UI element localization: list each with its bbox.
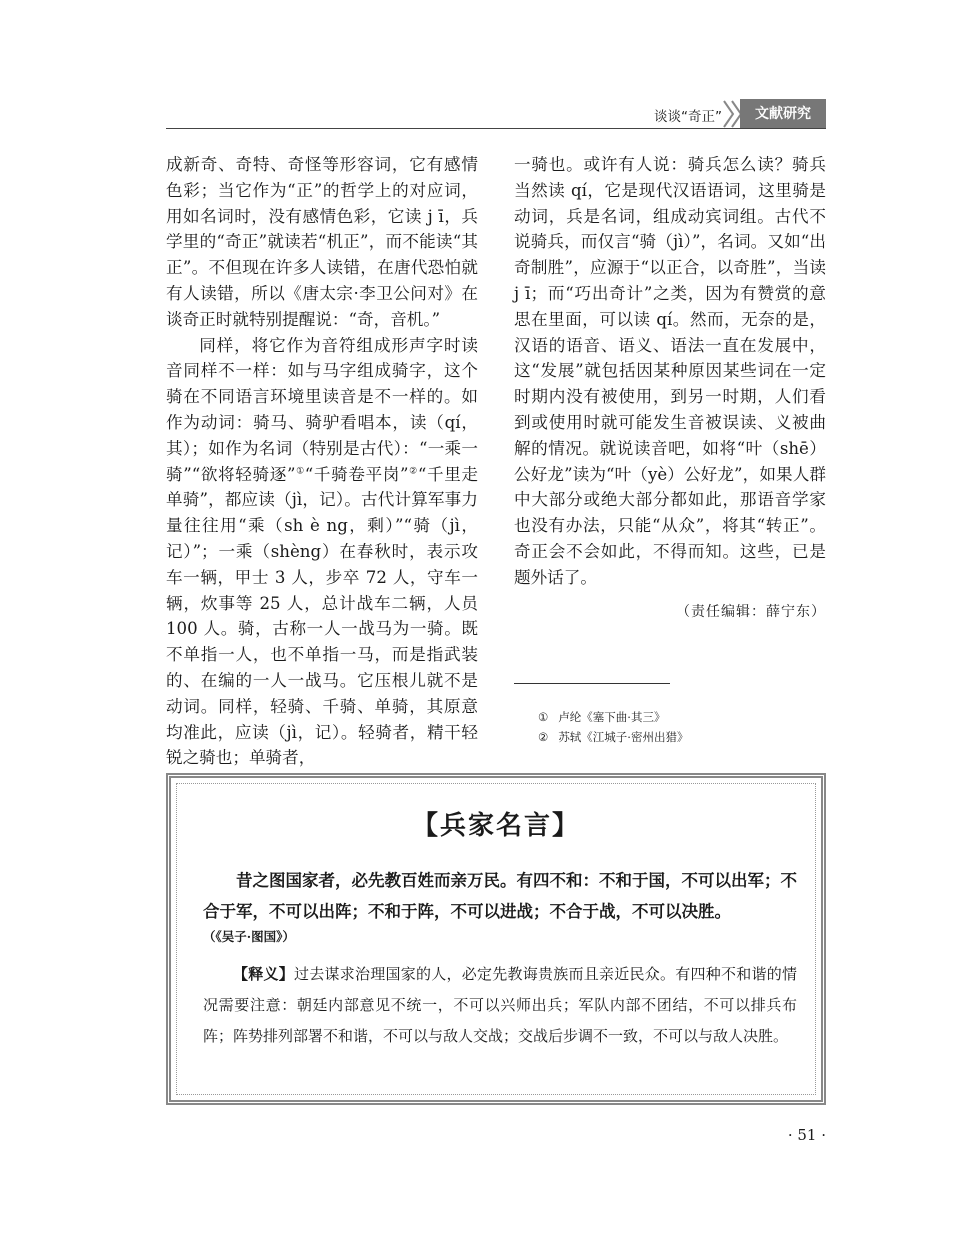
quote-source: （《吴子·图国》） — [203, 929, 295, 944]
running-header-title: 谈谈“奇正” — [654, 109, 722, 125]
footnote-text: 卢纶《塞下曲·其三》 — [558, 710, 666, 724]
right-paragraph-1: 一骑也。或许有人说：骑兵怎么读？骑兵当然读 qí，它是现代汉语语词，这里骑是动词，兵是名词，组成动宾词组。古代不说骑兵，而仅言“骑（jì）”，名词。又如“出奇制胜”，应源于“以正合，以奇胜”，当读 j ī；而“巧出奇计”之类，因为有赞赏的意思在里面，可以读 qí。然而，无奈的是，汉语的语音、语义、语法一直在发展中，这“发展”就包括因某种原因某些词在一定时期内没有被使用，到另一时期，人们看到或使用时就可能发生音被误读、义被曲解的情况。就说读音吧，如将“叶（shē）公好龙”读为“叶（yè）公好龙”，如果人群中大部分或绝大部分都如此，那语音学家也没有办法，只能“从众”，将其“转正”。奇正会不会如此，不得而知。这些，已是题外话了。 — [514, 155, 826, 587]
left-paragraph-1: 成新奇、奇特、奇怪等形容词，它有感情色彩；当它作为“正”的哲学上的对应词，用如名词时，没有感情色彩，它读 j ī，兵学里的“奇正”就读若“机正”，而不能读“其正”。不但现在许多人读错，在唐代恐怕就有人读错，所以《唐太宗·李卫公问对》在谈奇正时就特别提醒说：“奇，音机。” — [166, 155, 478, 329]
footnote-mark: ② — [538, 730, 549, 744]
quote-box — [166, 773, 826, 1105]
quote-gloss — [203, 959, 797, 1052]
gloss-text: 过去谋求治理国家的人，必定先教诲贵族而且亲近民众。有四种不和谐的情况需要注意：朝廷内部意见不统一，不可以兴师出兵；军队内部不团结，不可以排兵布阵；阵势排列部署不和谐，不可以与敌人交战；交战后步调不一致，不可以与敌人决胜。 — [203, 965, 797, 1045]
header-rule — [166, 128, 826, 129]
paragraph-text: 同样，将它作为音符组成形声字时读音同样不一样：如与马字组成骑字，这个骑在不同语言环境里读音是不一样的。如作为动词：骑马、骑驴看唱本，读（qí，其）；如作为名词（特别是古代）：“一乘一骑”“欲将轻骑逐” — [166, 335, 478, 484]
footnote-2 — [538, 729, 688, 745]
right-column — [514, 152, 826, 591]
paragraph-text: “千骑卷平岗” — [304, 464, 409, 484]
section-tag: 文献研究 — [740, 99, 826, 129]
page-number: · 51 · — [787, 1126, 826, 1144]
quote-text: 昔之图国家者，必先教百姓而亲万民。有四不和：不和于国，不可以出军；不合于军，不可以出阵；不和于阵，不可以进战；不合于战，不可以决胜。 — [203, 871, 797, 921]
left-paragraph-2 — [166, 333, 478, 772]
gloss-label: 【释义】 — [233, 965, 294, 983]
quote-box-title: 【兵家名言】 — [411, 811, 580, 841]
footnote-1 — [538, 709, 665, 725]
footnote-mark: ① — [538, 710, 549, 724]
editor-credit: （责任编辑：薛宁东） — [676, 604, 826, 620]
footnote-ref-1: ① — [295, 466, 305, 477]
footnote-ref-2: ② — [408, 466, 418, 477]
footnote-rule — [514, 683, 670, 684]
left-column — [166, 152, 478, 771]
footnote-text: 苏轼《江城子·密州出猎》 — [558, 730, 689, 744]
paragraph-text: “千里走单骑”，都应读（jì，记）。古代计算军事力量往往用“乘（sh è ng，剩）”“骑（jì，记）”；一乘（shèng）在春秋时，表示攻车一辆，甲士 3 人，步卒 72 人，守车一辆，炊事等 25 人，总计战车二辆，人员 100 人。骑，古称一人一战马为一骑。既不单指一人，也不单指一马，而是指武装的、在编的一人一战马。它压根儿就不是动词。同样，轻骑、千骑、单骑，其原意均准此，应读（jì，记）。轻骑者，精干轻锐之骑也；单骑者， — [166, 464, 479, 768]
